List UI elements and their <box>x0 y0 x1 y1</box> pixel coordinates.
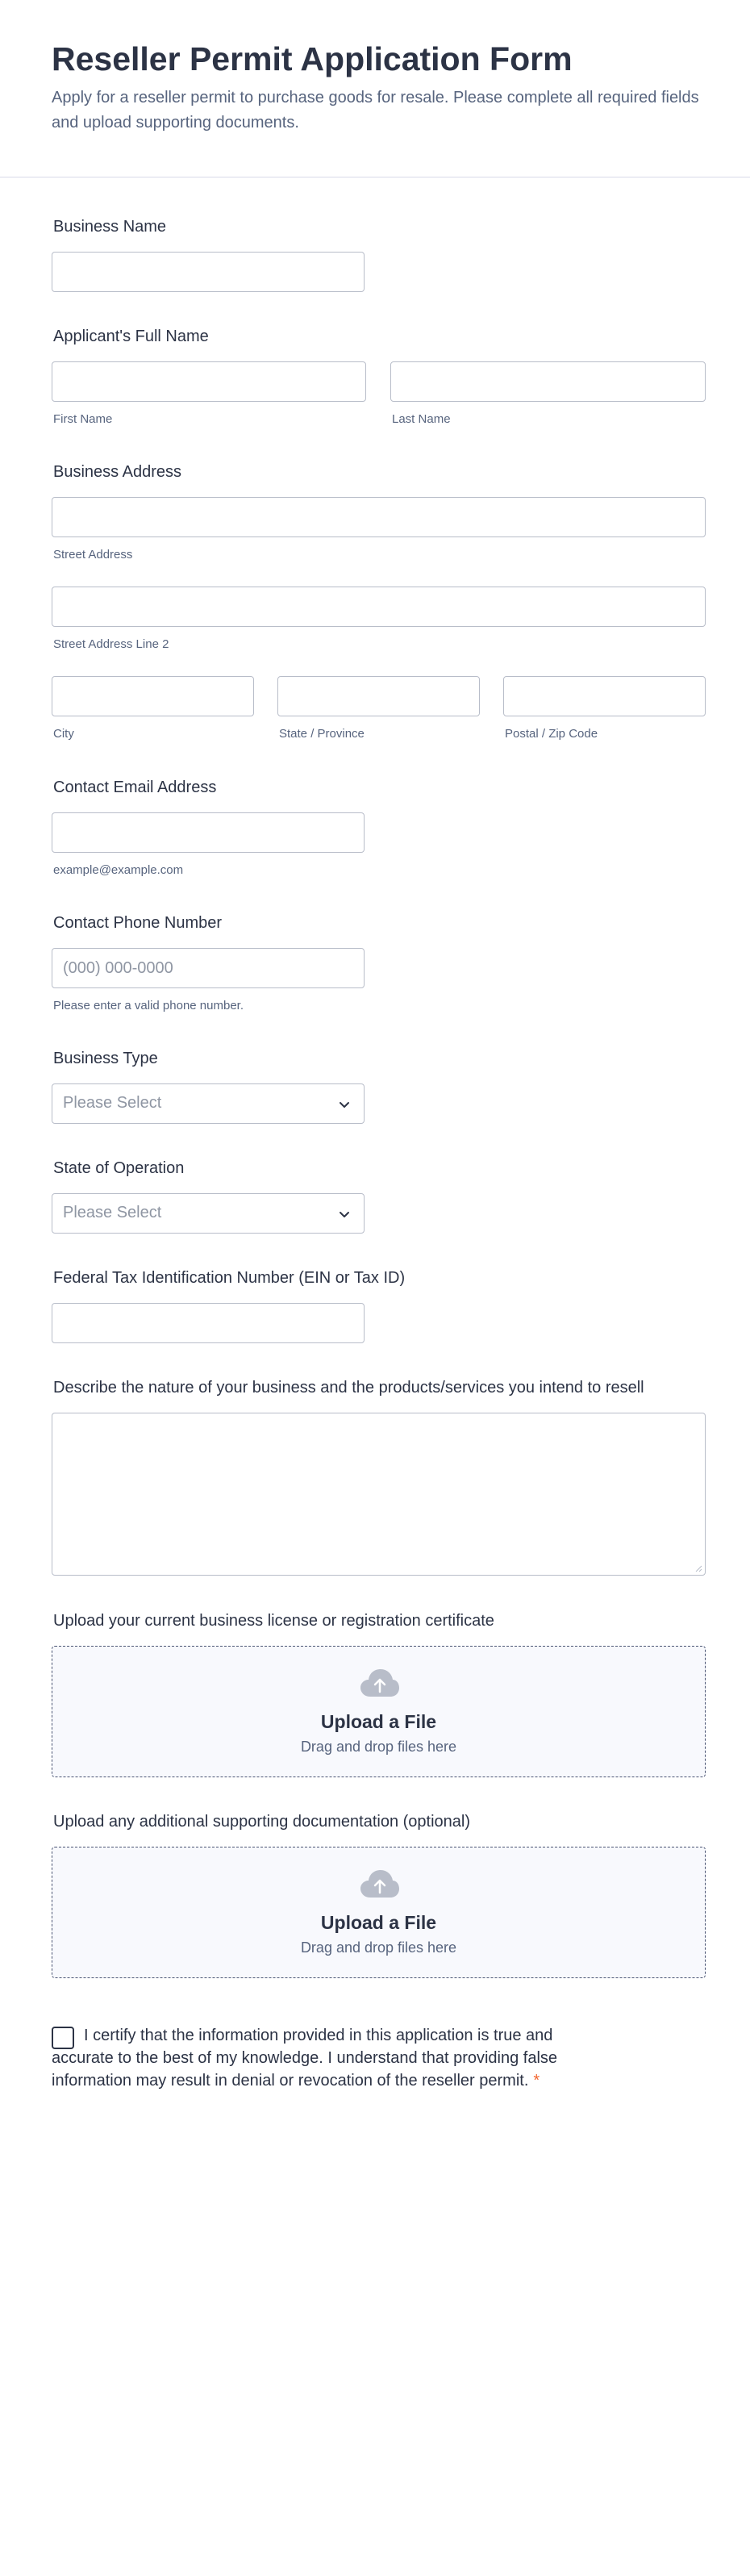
upload-license-title: Upload a File <box>320 1711 437 1732</box>
chevron-down-icon <box>335 1204 354 1224</box>
street-address-input[interactable] <box>52 497 706 537</box>
upload-additional-title: Upload a File <box>320 1912 437 1933</box>
state-province-sublabel: State / Province <box>279 727 365 741</box>
phone-label: Contact Phone Number <box>53 914 223 932</box>
cloud-upload-icon <box>359 1868 401 1901</box>
postal-code-sublabel: Postal / Zip Code <box>505 727 598 741</box>
state-province-input[interactable] <box>277 676 480 716</box>
state-operation-select[interactable] <box>52 1193 365 1234</box>
postal-code-input[interactable] <box>503 676 706 716</box>
page-title: Reseller Permit Application Form <box>52 40 573 77</box>
first-name-input[interactable] <box>52 361 366 402</box>
resize-handle-icon[interactable] <box>694 1564 702 1572</box>
state-operation-label: State of Operation <box>53 1159 185 1177</box>
upload-license-subtitle: Drag and drop files here <box>300 1739 457 1755</box>
business-name-input[interactable] <box>52 252 365 292</box>
state-operation-selected: Please Select <box>63 1204 162 1221</box>
email-input[interactable] <box>52 812 365 853</box>
certification-label <box>52 2024 608 2092</box>
form-header <box>0 0 750 177</box>
required-mark: * <box>533 2072 540 2090</box>
phone-input[interactable] <box>52 948 365 988</box>
business-name-label: Business Name <box>53 218 167 236</box>
page-subtitle: Apply for a reseller permit to purchase goods for resale. Please complete all required fields and upload supporting documents. <box>52 89 699 132</box>
business-type-select[interactable] <box>52 1083 365 1124</box>
street-address-line2-sublabel: Street Address Line 2 <box>53 637 169 651</box>
chevron-down-icon <box>335 1095 354 1114</box>
upload-license-label: Upload your current business license or registration certificate <box>53 1612 494 1630</box>
city-sublabel: City <box>53 727 74 741</box>
cloud-upload-icon <box>359 1668 401 1700</box>
email-sublabel: example@example.com <box>53 863 184 877</box>
street-address-sublabel: Street Address <box>53 548 133 562</box>
business-type-label: Business Type <box>53 1050 158 1067</box>
upload-additional-subtitle: Drag and drop files here <box>300 1939 457 1956</box>
first-name-sublabel: First Name <box>53 412 113 426</box>
upload-license-dropzone[interactable] <box>52 1646 706 1777</box>
phone-sublabel: Please enter a valid phone number. <box>53 999 244 1012</box>
tax-id-input[interactable] <box>52 1303 365 1343</box>
certification-text: I certify that the information provided in this application is true and accurate to the best of my knowledge. I understand that providing false information may result in denial or revocation of the reseller permit. <box>52 2027 558 2090</box>
email-label: Contact Email Address <box>53 779 217 796</box>
last-name-input[interactable] <box>390 361 706 402</box>
business-type-selected: Please Select <box>63 1094 162 1112</box>
applicant-name-label: Applicant's Full Name <box>53 328 209 345</box>
upload-additional-label: Upload any additional supporting documentation (optional) <box>53 1813 471 1831</box>
city-input[interactable] <box>52 676 254 716</box>
description-textarea[interactable] <box>52 1413 706 1576</box>
tax-id-label: Federal Tax Identification Number (EIN or Tax ID) <box>53 1269 406 1287</box>
last-name-sublabel: Last Name <box>392 412 451 426</box>
upload-additional-dropzone[interactable] <box>52 1847 706 1978</box>
description-label: Describe the nature of your business and the products/services you intend to resell <box>53 1379 644 1397</box>
street-address-line2-input[interactable] <box>52 587 706 627</box>
business-address-label: Business Address <box>53 463 181 481</box>
